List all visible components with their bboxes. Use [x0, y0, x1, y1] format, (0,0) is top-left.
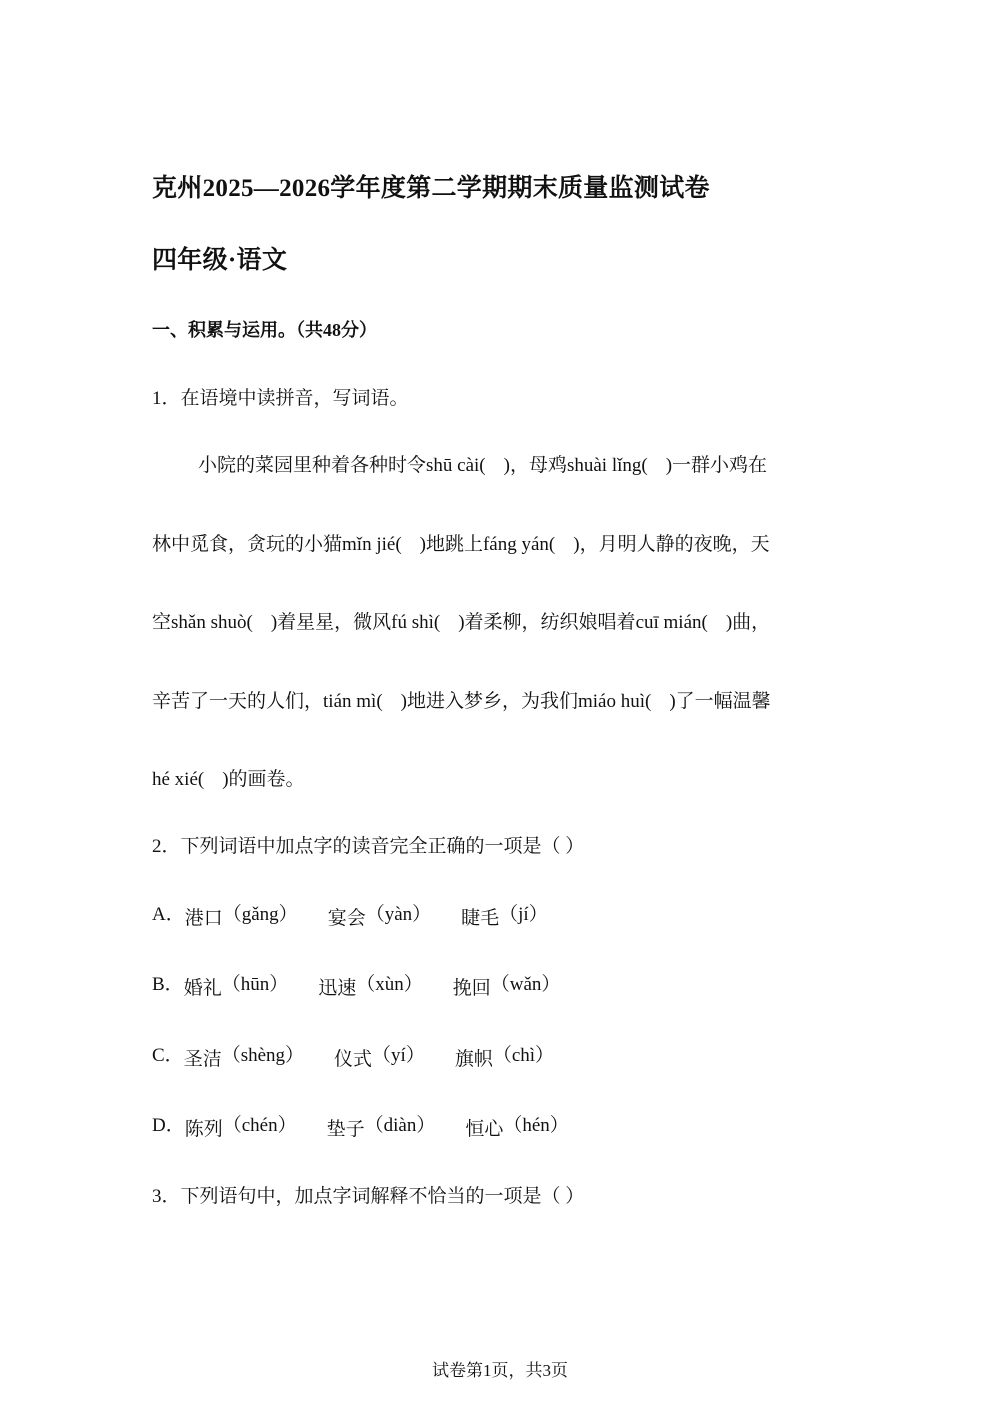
option-a	[152, 899, 548, 929]
pinyin-prompt: shū cài(	[426, 455, 486, 476]
question-2-stem: 2．下列词语中加点字的读音完全正确的一项是（ ）	[152, 836, 585, 857]
passage-text: )，母鸡	[503, 455, 567, 476]
passage-line-2	[152, 529, 770, 556]
pinyin-prompt: fáng yán(	[482, 534, 556, 555]
exam-title: 克州2025—2026学年度第二学期期末质量监测试卷	[152, 175, 710, 202]
passage-line-3	[152, 607, 770, 634]
option-word: 旗帜	[454, 1049, 493, 1070]
option-label: C．	[152, 1045, 184, 1066]
option-pinyin: （diàn）	[364, 1115, 436, 1136]
section-heading: 一、积累与运用。（共48分）	[152, 320, 377, 340]
passage-text: )了一幅温馨	[669, 691, 771, 712]
pinyin-prompt: shǎn shuò(	[171, 612, 253, 633]
option-d	[152, 1110, 569, 1140]
passage-text: )一群小鸡在	[665, 455, 768, 476]
option-word: 恒心	[465, 1119, 504, 1140]
passage-text: )着柔柳，纺织娘唱着	[458, 612, 636, 633]
passage-text: 空	[152, 612, 172, 633]
option-pinyin: （gǎng）	[222, 904, 298, 925]
passage-line-4	[152, 686, 771, 713]
pinyin-prompt: miáo huì(	[577, 691, 652, 712]
option-pinyin: （hén）	[503, 1115, 569, 1136]
pinyin-prompt: mǐn jié(	[342, 534, 402, 555]
option-word: 仪式	[334, 1049, 373, 1070]
option-word: 陈列	[184, 1119, 223, 1140]
option-pinyin: （xùn）	[356, 974, 423, 995]
pinyin-prompt: cuī mián(	[635, 612, 708, 633]
option-pinyin: （jí）	[499, 904, 548, 925]
passage-text: 小院的菜园里种着各种时令	[198, 455, 427, 476]
option-word: 迅速	[318, 978, 357, 999]
question-3-stem: 3．下列语句中，加点字词解释不恰当的一项是（ ）	[152, 1186, 585, 1207]
option-pinyin: （chén）	[222, 1115, 297, 1136]
option-label: D．	[152, 1115, 185, 1136]
option-word: 婚礼	[183, 978, 222, 999]
option-pinyin: （yí）	[372, 1045, 425, 1066]
pinyin-prompt: hé xié(	[152, 769, 205, 790]
exam-subtitle: 四年级·语文	[152, 247, 288, 274]
option-word: 睫毛	[461, 908, 500, 929]
option-word: 垫子	[326, 1119, 365, 1140]
option-c	[152, 1040, 555, 1070]
passage-text: )，月明人静的夜晚，天	[573, 534, 770, 555]
pinyin-prompt: shuài lǐng(	[566, 455, 648, 476]
passage-line-1	[198, 450, 767, 477]
option-label: A．	[152, 904, 185, 925]
option-label: B．	[152, 974, 184, 995]
passage-text: )地跳上	[419, 534, 483, 555]
option-word: 宴会	[327, 908, 366, 929]
option-word: 圣洁	[183, 1049, 222, 1070]
option-pinyin: （hūn）	[221, 974, 289, 995]
option-pinyin: （yàn）	[365, 904, 432, 925]
question-1-stem: 1．在语境中读拼音，写词语。	[152, 388, 409, 409]
option-word: 挽回	[452, 978, 491, 999]
passage-text: )的画卷。	[222, 769, 305, 790]
passage-line-5	[152, 764, 305, 791]
option-pinyin: （wǎn）	[490, 974, 561, 995]
page-footer: 试卷第1页，共3页	[432, 1361, 568, 1380]
pinyin-prompt: tián mì(	[323, 691, 383, 712]
pinyin-prompt: fú shì(	[391, 612, 441, 633]
option-pinyin: （shèng）	[221, 1045, 305, 1066]
option-pinyin: （chì）	[492, 1045, 555, 1066]
passage-text: 辛苦了一天的人们，	[152, 691, 324, 712]
option-b	[152, 969, 561, 999]
passage-text: )曲，	[725, 612, 771, 633]
passage-text: 林中觅食，贪玩的小猫	[152, 534, 343, 555]
passage-text: )地进入梦乡，为我们	[400, 691, 578, 712]
passage-text: )着星星，微风	[270, 612, 392, 633]
option-word: 港口	[184, 908, 223, 929]
